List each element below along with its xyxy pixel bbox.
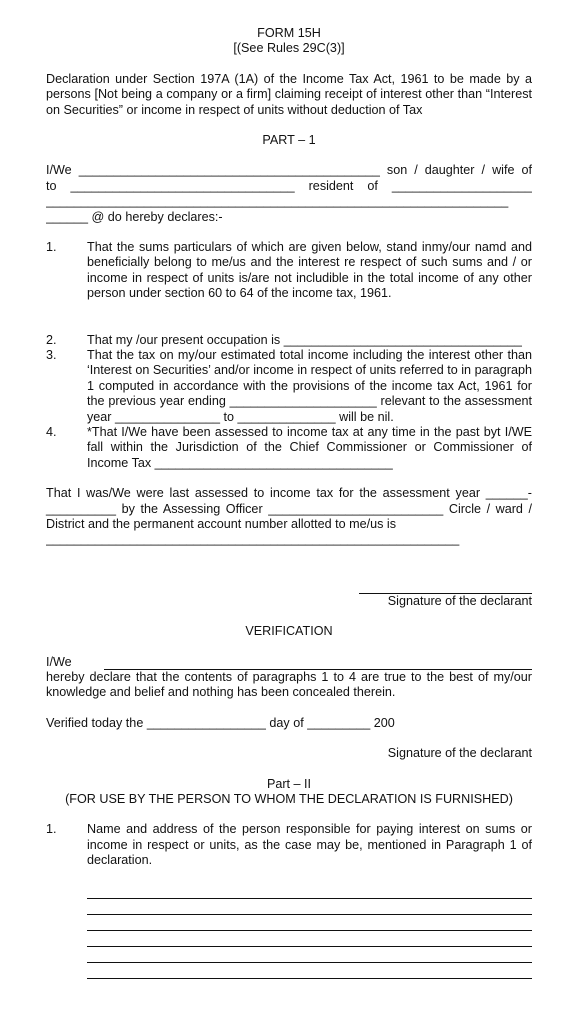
payer-line — [87, 884, 532, 899]
declaration-item-4 — [46, 425, 532, 471]
payer-line — [87, 900, 532, 915]
iwe-name-line: I/We ___________________________________________ son / daughter / wife of — [46, 163, 532, 178]
declares-line: ______ @ do hereby declares:- — [46, 209, 223, 224]
item-text: That the sums particulars of which are given below, stand inmy/our namd and beneficially belong to me/us and the interest re respect of such sums and / or income in respect of units is/are not includible in the total income of any other person under section 60 to 64 of the income tax, 1961. — [87, 239, 532, 301]
verification-heading: VERIFICATION — [245, 624, 333, 639]
verification-iwe-row — [46, 655, 532, 670]
payer-line — [87, 916, 532, 931]
signature-label: Signature of the declarant — [387, 593, 532, 608]
verification-signature-label: Signature of the declarant — [387, 746, 532, 761]
rule-reference: [(See Rules 29C(3)] — [233, 41, 345, 56]
part1-heading: PART – 1 — [262, 133, 316, 147]
part2-subheading: (FOR USE BY THE PERSON TO WHOM THE DECLARATION IS FURNISHED) — [65, 792, 513, 807]
last-assessed-paragraph: That I was/We were last assessed to income tax for the assessment year ______- __________ by the Assessing Officer _________________________ Circle / ward / District and the permanent account number allotted to me/us is — [46, 486, 532, 532]
payer-line — [87, 964, 532, 979]
relation-resident-line: to ________________________________ resident of ____________________ — [46, 178, 532, 193]
declaration-item-2 — [46, 333, 532, 348]
part2-heading: Part – II — [266, 776, 312, 791]
verification-name-line — [104, 655, 532, 670]
declaration-item-1 — [46, 240, 532, 302]
signature-line — [359, 579, 532, 594]
declaration-intro: Declaration under Section 197A (1A) of the Income Tax Act, 1961 to be made by a persons [Not being a company or a firm] claiming receipt of interest other than “Interest on Securities” or income in respect of units without deduction of Tax — [46, 71, 532, 117]
item-number: 1. — [46, 822, 57, 837]
form-page — [46, 26, 532, 979]
item-text: Name and address of the person responsible for paying interest on sums or income in respect or units, as the case may be, mentioned in Paragraph 1 of declaration. — [87, 822, 532, 868]
payer-details-lines — [87, 884, 532, 979]
item-number: 2. — [46, 332, 57, 347]
item-number: 1. — [46, 239, 57, 254]
item-text: *That I/We have been assessed to income tax at any time in the past byt I/WE fall within the Jurisdiction of the Chief Commissioner or Commissioner of Income Tax __________________________________ — [87, 425, 532, 470]
part2-item-1 — [46, 822, 532, 868]
signature-block-part1 — [46, 579, 532, 609]
form-title: FORM 15H — [257, 26, 321, 40]
payer-line — [87, 932, 532, 947]
item-number: 4. — [46, 425, 57, 440]
item-number: 3. — [46, 347, 57, 362]
verified-date-line: Verified today the _________________ day of _________ 200 — [46, 715, 395, 730]
address-blank-line: __________________________________________________________________ — [46, 194, 509, 209]
verification-iwe-label: I/We — [46, 654, 72, 669]
item-text: That my /our present occupation is __________________________________ — [87, 332, 522, 347]
verification-text: hereby declare that the contents of paragraphs 1 to 4 are true to the best of my/our knowledge and belief and nothing has been concealed therein. — [46, 670, 532, 700]
payer-line — [87, 948, 532, 963]
declaration-item-3 — [46, 348, 532, 425]
item-text: That the tax on my/our estimated total income including the interest other than ‘Interest on Securities’ and/or income in respect of units referred to in paragraph 1 computed in accordance with the provisions of the income tax Act, 1961 for the previous year ending _____________________ relevant to the assessment year _______________ to ______________ will be nil. — [87, 347, 532, 424]
pan-blank-line: ___________________________________________________________ — [46, 532, 460, 547]
